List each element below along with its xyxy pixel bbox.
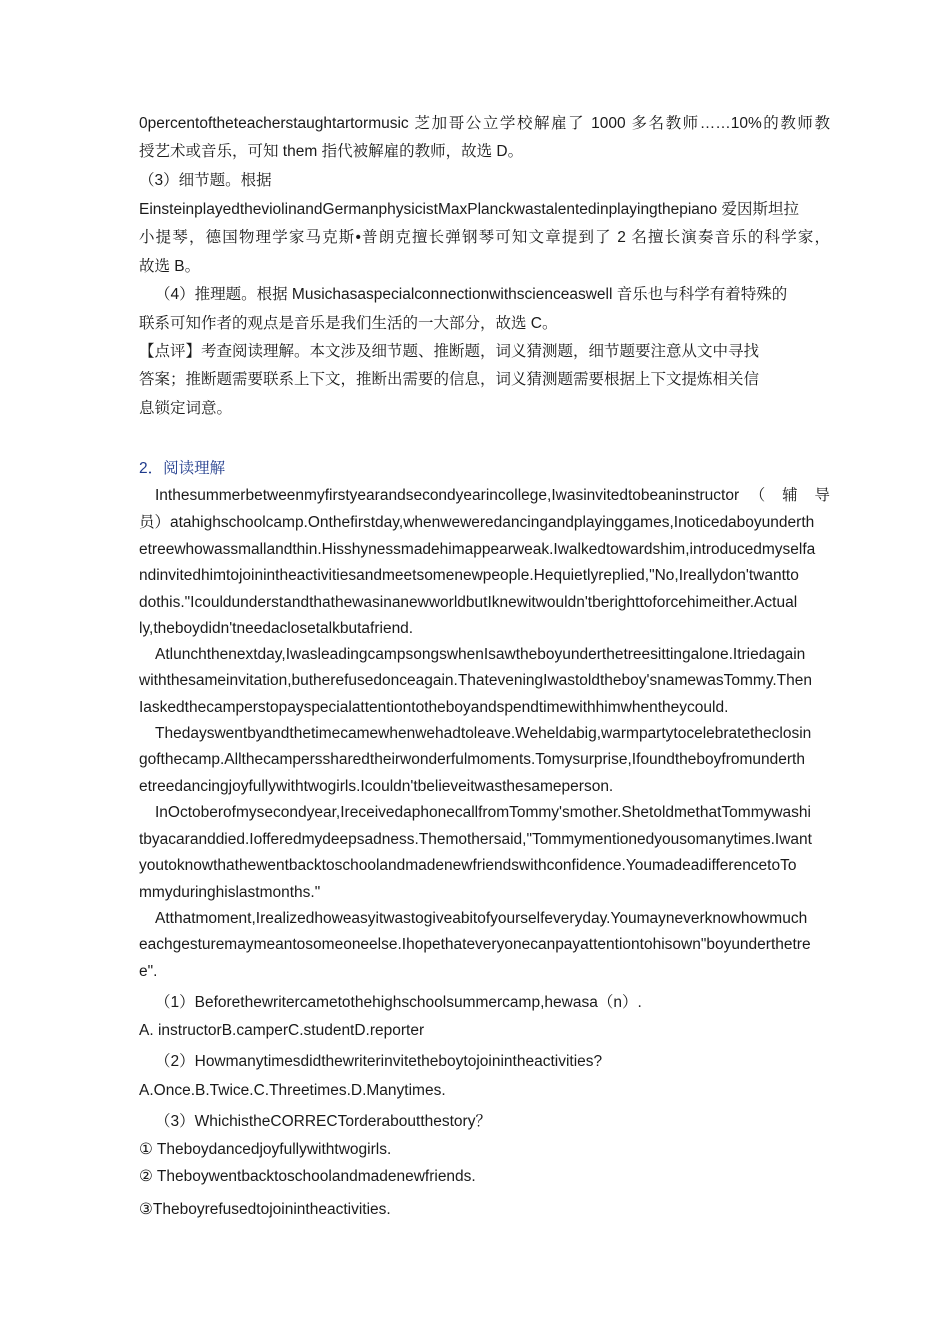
question-1-options: A. instructorB.camperC.studentD.reporter (139, 1022, 425, 1039)
text-line: （4）推理题。根据 Musichasaspecialconnectionwithscienceaswell 音乐也与科学有着特殊的 (155, 286, 788, 303)
passage-line: ly,theboydidn'tneedaclosetalkbutafriend. (139, 620, 414, 637)
passage-line: mmyduringhislastmonths." (139, 884, 321, 901)
passage-line: e". (139, 963, 158, 980)
comment-line: 【点评】考查阅读理解。本文涉及细节题、推断题，词义猜测题，细节题要注意从文中寻找 (139, 343, 760, 360)
passage-line: withthesameinvitation,butherefusedonceagain.ThateveningIwastoldtheboy'snamewasTommy.Then (139, 672, 813, 689)
text-line: 0percentoftheteacherstaughtartormusic 芝加哥公立学校解雇了 1000 多名教师……10%的教师教 (139, 115, 830, 132)
text-line: 小提琴，德国物理学家马克斯•普朗克擅长弹钢琴可知文章提到了 2 名擅长演奏音乐的科学家， (139, 229, 830, 246)
passage-line: etreedancingjoyfullywithtwogirls.Icouldn'tbelieveitwasthesameperson. (139, 778, 614, 795)
question-3-item: ② Theboywentbacktoschoolandmadenewfriends. (139, 1168, 476, 1185)
passage-line: Thedayswentbyandthetimecamewhenwehadtoleave.Weheldabig,warmpartytocelebratetheclosin (155, 725, 812, 742)
passage-line: tbyacaranddied.Iofferedmydeepsadness.Themothersaid,"Tommymentionedyousomanytimes.Iwant (139, 831, 812, 848)
question-2: （2）Howmanytimesdidthewriterinvitetheboytojoinintheactivities? (155, 1053, 603, 1070)
passage-line: InOctoberofmysecondyear,IreceivedaphonecallfromTommy'smother.ShetoldmethatTommywashi (155, 804, 811, 821)
question-1: （1）Beforethewritercametothehighschoolsummercamp,hewasa（n）. (155, 994, 642, 1011)
passage-line: eachgesturemaymeantosomeoneelse.Ihopethateveryonecanpayattentiontohisown"boyunderthetre (139, 936, 811, 953)
passage-line: ndinvitedhimtojoinintheactivitiesandmeetsomenewpeople.Hequietlyreplied,"No,Ireallydon'twantto (139, 567, 799, 584)
passage-line: Atlunchthenextday,IwasleadingcampsongswhenIsawtheboyunderthetreesittingalone.Itriedagain (155, 646, 806, 663)
question-2-options: A.Once.B.Twice.C.Threetimes.D.Manytimes. (139, 1082, 446, 1099)
passage-line: Iaskedthecamperstopayspecialattentiontotheboyandspendtimewithhimwhentheycould. (139, 699, 729, 716)
text-line: 授艺术或音乐，可知 them 指代被解雇的教师，故选 D。 (139, 143, 524, 160)
section-heading: 2．阅读理解 (139, 460, 226, 477)
passage-line: 员）atahighschoolcamp.Onthefirstday,whenweweredancingandplayinggames,Inoticedaboyunderth (139, 514, 815, 531)
text-line: （3）细节题。根据 (139, 172, 272, 189)
question-3-item: ③Theboyrefusedtojoinintheactivities. (139, 1201, 391, 1218)
text-line: 联系可知作者的观点是音乐是我们生活的一大部分，故选 C。 (139, 315, 558, 332)
passage-line: Inthesummerbetweenmyfirstyearandsecondyearincollege,Iwasinvitedtobeaninstructor （ 辅 导 (155, 487, 830, 504)
comment-line: 息锁定词意。 (139, 400, 233, 417)
question-3: （3）WhichistheCORRECTorderaboutthestory？ (155, 1113, 491, 1130)
text-line: 故选 B。 (139, 258, 201, 275)
passage-line: gofthecamp.Allthecamperssharedtheirwonderfulmoments.Tomysurprise,Ifoundtheboyfromunderth (139, 751, 805, 768)
question-3-item: ① Theboydancedjoyfullywithtwogirls. (139, 1141, 392, 1158)
passage-line: youtoknowthathewentbacktoschoolandmadenewfriendswithconfidence.YoumadeadifferencetoTo (139, 857, 797, 874)
comment-line: 答案；推断题需要联系上下文，推断出需要的信息，词义猜测题需要根据上下文提炼相关信 (139, 371, 760, 388)
text-line: EinsteinplayedtheviolinandGermanphysicistMaxPlanckwastalentedinplayingthepiano 爱因斯坦拉 (139, 201, 799, 218)
passage-line: etreewhowassmallandthin.Hisshynessmadehimappearweak.Iwalkedtowardshim,introducedmyselfa (139, 541, 816, 558)
passage-line: dothis."IcouldunderstandthathewasinanewworldbutIknewitwouldn'tberighttoforcehimeither.Actual (139, 594, 798, 611)
passage-line: Atthatmoment,Irealizedhoweasyitwastogiveabitofyourselfeveryday.Youmayneverknowhowmuch (155, 910, 808, 927)
